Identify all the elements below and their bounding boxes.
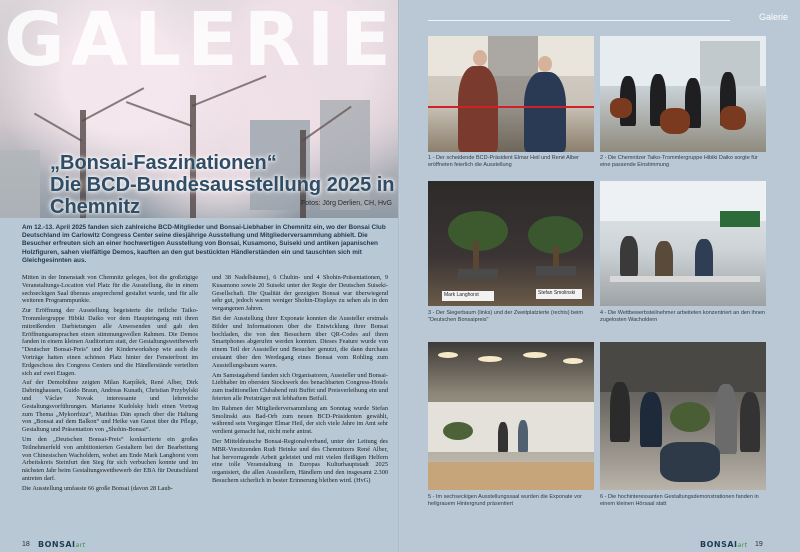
photo-winning-bonsai [428,181,594,306]
paragraph: Bei der Ausstellung ihrer Exponate konnten die Aussteller erstmals Bilder und Informationen über die Entwicklung ihrer Bonsai hochladen, die von den Besuchern über QR-Codes auf ihren Smartphones abgerufen werden konnten. Dieses Feature wurde von einem Teil der Aussteller und Besucher genutzt, die dann durchaus erstaunt über den Werdegang eines Bonsai vom Rohling zum Ausstellungsbaum waren. [212,314,388,369]
photo-caption-6: 6 - Die hochinteressanten Gestaltungsdemonstrationen fanden in einem kleinen Hörsaal statt [600,494,759,507]
photo-credit: Fotos: Jörg Derlien, CH, HvG [300,200,392,207]
paragraph: Auf der Demobühne zeigten Milan Karpíšek, René Alber, Dirk Dabringhausen, Guido Braun, Andreas Kunath, Christian Przybylski und Václav Novak interessante und lehrreiche Gestaltungsvorführungen. Marianne Kudolsky hielt einen Vortrag zum Thema „Mykorrhiza“, Matthias Dän sprach über die Haltung von „Bonsai auf dem Balkon“ und Heike van Gunst über die Pflege, Gestaltung und Präsentation von „Shohin-Bonsai“. [22,379,198,434]
page-number-left: 18 [22,541,30,548]
paragraph: Im Rahmen der Mitgliederversammlung am Sonntag wurde Stefan Smolinski aus Bad-Orb zum neuen BCD-Präsidenten gewählt, während sein Vorgänger Elmar Heil, der sich viele Jahre im Amt sehr verdient gemacht hat, nicht mehr antrat. [212,404,388,436]
photo-exhibition-hall [428,342,594,490]
photo-caption-3: 3 - Der Siegerbaum (links) und der Zweitplatzierte (rechts) beim "Deutschen Bonsaipreis" [428,310,583,323]
headline-line-3: Chemnitz [50,196,140,218]
brand-sub: art [75,542,86,549]
photo-caption-1: 1 - Der scheidende BCD-Präsident Elmar Heil und René Alber eröffneten feierlich die Ausstellung [428,155,580,168]
label-winner: Mark Langhorst [444,292,479,298]
brand-name: BONSAI [700,540,738,549]
photo-caption-5: 5 - Im sechseckigen Ausstellungssaal wurden die Exponate vor hellgrauem Hintergrund präsentiert [428,494,582,507]
photo-caption-2: 2 - Die Chemnitzer Taiko-Trommlergruppe Hibiki Daiko sorgte für eine passende Einstimmung [600,155,758,168]
section-label: Galerie [758,12,788,22]
right-page [400,0,800,552]
article-column-2 [212,274,388,487]
brand-name: BONSAI [38,540,76,549]
paragraph: und 38 Nadelbäume), 6 Chuhin- und 4 Shohin-Präsentationen, 9 Kusamono sowie 20 Suiseki unter der Regie der Deutschen Suiseki-Gesellschaft. Die Qualität der gezeigten Bonsai war überwiegend sehr gut, jedoch waren weniger Shohin-Displays zu sehen als in den vergangenen Jahren. [212,274,388,313]
photo-opening-ceremony [428,36,594,152]
article-column-1 [22,274,198,495]
brand-logo-right [700,540,748,549]
hero-photo-cherry-blossoms [0,0,400,218]
galerie-title: GALERIE [4,0,397,83]
brand-sub: art [737,542,748,549]
headline-line-1: „Bonsai-Faszinationen“ [50,152,277,174]
page-number-right: 19 [755,541,763,548]
headline-line-2: Die BCD-Bundesausstellung 2025 in [50,174,395,196]
paragraph: Zur Eröffnung der Ausstellung begeisterte die örtliche Taiko-Trommlergruppe Hibiki Daiko vor dem Haupteingang mit ihren mitreißenden Darbietungen alle Anwesenden und gab den Eröffnungsansprachen einen stimmungsvollen Rahmen. Die Demos fanden in einem kleinen Auditorium statt, der Gestaltungswettbewerb "Deutscher Bonsai-Preis" und der Kinderworkshop wie auch die Vorträge hatten einen schönen Platz hinter der Fensterfront im Erdgeschoss des Congress Centers und die Händlerstände verteilten sich auf zwei Etagen. [22,307,198,377]
paragraph: Die Ausstellung umfasste 66 große Bonsai (davon 28 Laub- [22,484,173,492]
paragraph: Um den „Deutschen Bonsai-Preis“ konkurrierte ein großes Teilnehmerfeld von ambitionierten Gestaltern bei der Bearbeitung von Chinesischen Wacholdern, wobei am Ende Mark Langhorst vom Arbeitskreis Steinfurt den Sieg für sich verbuchen konnte und im nächsten Jahr beim Gestaltungswettbewerb der EBA für Deutschland antreten darf. [22,435,198,482]
paragraph: Am Samstagabend fanden sich Organisatoren, Aussteller und Bonsai-Liebhaber im obersten Stockwerk des benachbarten Congress-Hotels zum traditionellen Clubabend mit Buffet und Preisverleihung ein und feierten alle Preisträger mit lebhaftem Beifall. [212,371,388,402]
label-runner-up: Stefan Smolinski [538,290,576,296]
brand-logo-left [38,540,86,549]
article-intro: Am 12.-13. April 2025 fanden sich zahlreiche BCD-Mitglieder und Bonsai-Liebhaber in Chemnitz ein, wo der Bonsai Club Deutschland im Carlowitz Congress Center seine diesjährige Ausstellung und Mitgliederversammlung abhielt. Die Besucher erfreuten sich an einer hochwertigen Ausstellung von Bonsai, Kusamono, Suiseki und antiken japanischen Holzfiguren, sahen vielfältige Demos, kauften an den gut bestückten Händlerständen ein und tauschten sich mit Gleichgesinnten aus. [22,224,386,264]
article-headline [50,152,395,218]
paragraph: Mitten in der Innenstadt von Chemnitz gelegen, bot die großzügige Veranstaltungs-Location viel Platz für die Ausstellung, die in einem sechseckigen Saal überaus ansprechend gestaltet wurde, und für alle weiteren Programmpunkte. [22,274,198,305]
photo-demonstrations [600,342,766,490]
header-rule [428,20,730,21]
photo-caption-4: 4 - Die Wettbewerbsteilnehmer arbeiteten konzentriert an den ihnen zugelosten Wacholdern [600,310,765,323]
photo-taiko-drummers [600,36,766,152]
photo-competition-participants [600,181,766,306]
paragraph: Der Mitteldeutsche Bonsai-Regionalverband, unter der Leitung des MBR-Vorsitzenden Rudi Heinke und des Chemnitzers René Alber, hat hervorragende Arbeit geleistet und mit vielen fleißigen Helfern eine tolle Veranstaltung in Europas Kulturhauptstadt 2025 organisiert, die allen Ausstellern, Händlern und den insgesamt 2.300 Besuchern sicherlich in bester Erinnerung bleiben wird. (HvG) [212,437,388,484]
